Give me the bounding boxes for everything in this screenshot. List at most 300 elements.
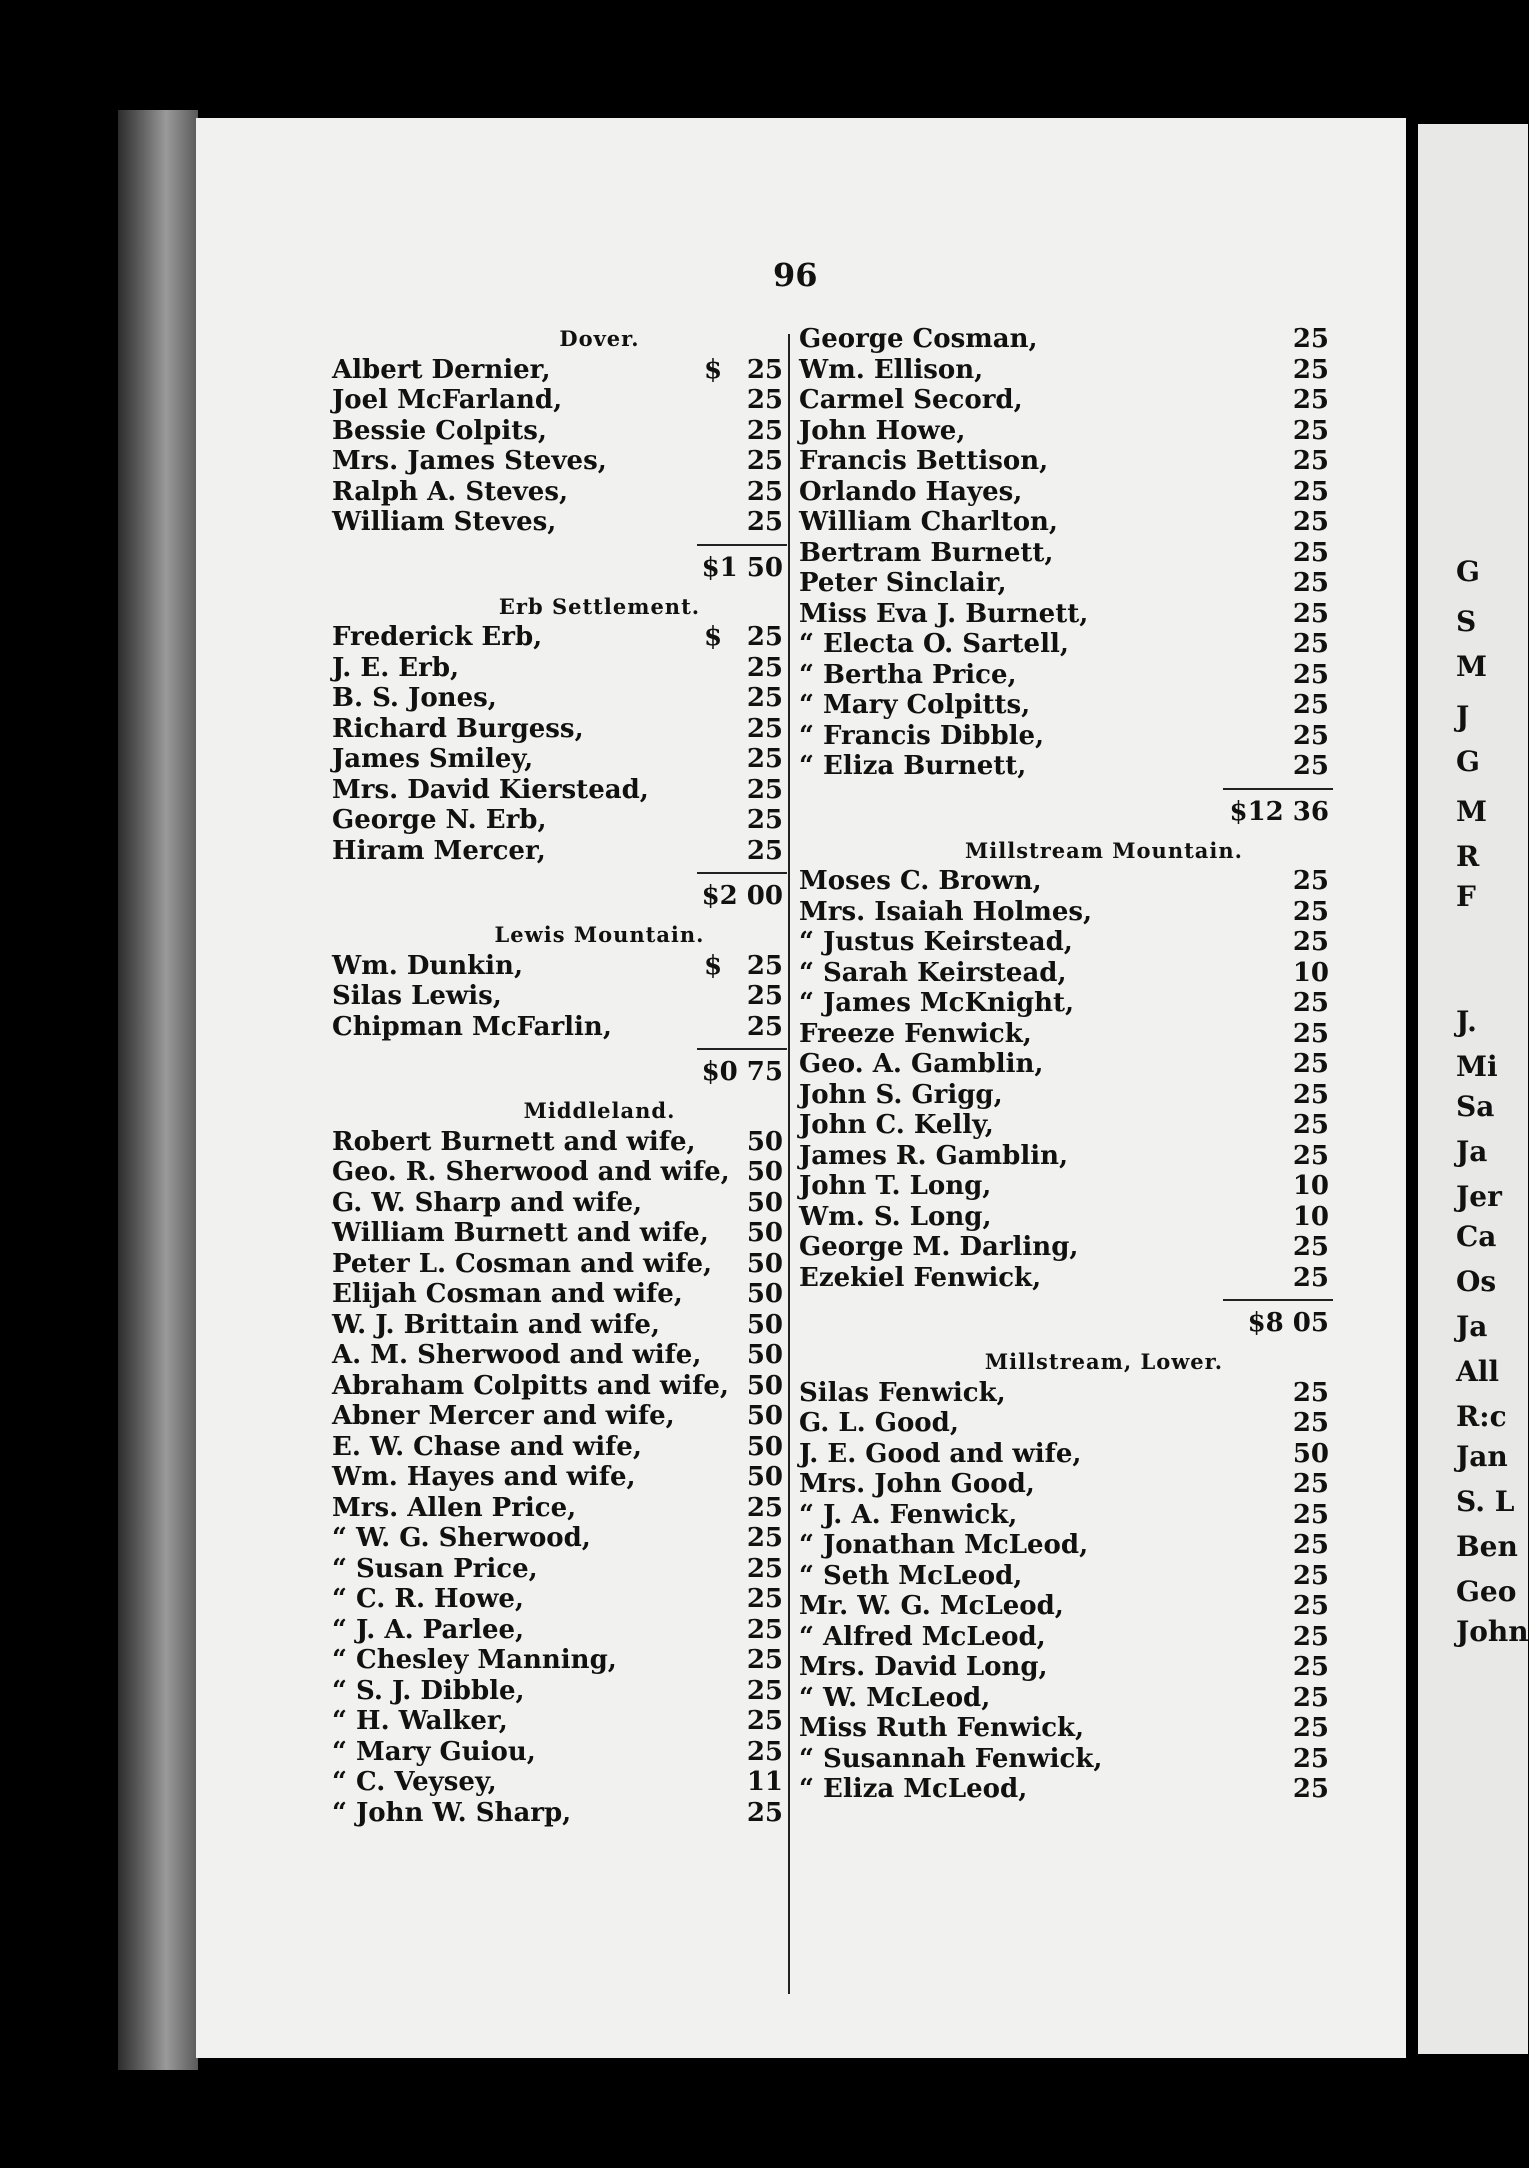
facing-page-fragment: All bbox=[1456, 1355, 1499, 1388]
subscriber-row bbox=[332, 775, 787, 806]
subscriber-row bbox=[332, 1310, 787, 1341]
subscriber-row bbox=[332, 477, 787, 508]
subscription-amount: 50 bbox=[746, 1401, 783, 1431]
subscriber-name: J. E. Erb, bbox=[332, 652, 460, 683]
facing-page-fragment: F bbox=[1456, 880, 1476, 913]
section-heading: Lewis Mountain. bbox=[494, 922, 705, 947]
subscriber-row bbox=[332, 1371, 787, 1402]
subscriber-name: Mrs. Isaiah Holmes, bbox=[799, 896, 1093, 927]
subscriber-row bbox=[799, 355, 1379, 386]
facing-page-fragment: Ja bbox=[1456, 1135, 1488, 1168]
subscription-amount: 25 bbox=[1292, 1560, 1329, 1591]
subscriber-name: George Cosman, bbox=[799, 324, 1038, 354]
subscription-amount: 25 bbox=[1292, 1408, 1329, 1438]
subscriber-row bbox=[799, 751, 1379, 782]
subscription-amount: 10 bbox=[1292, 1201, 1329, 1232]
facing-page-fragment: G bbox=[1456, 745, 1480, 778]
subscriber-row bbox=[332, 1249, 787, 1280]
subscription-amount: 25 bbox=[746, 354, 783, 385]
subscription-amount: 25 bbox=[746, 1584, 783, 1614]
subscriber-name: “ Francis Dibble, bbox=[799, 720, 1045, 751]
subscriber-name: “ James McKnight, bbox=[799, 988, 1075, 1018]
subscription-amount: 25 bbox=[746, 622, 783, 652]
subscriber-row bbox=[799, 1530, 1379, 1561]
subscription-amount: 25 bbox=[746, 652, 783, 683]
facing-page-fragment: Ca bbox=[1456, 1220, 1497, 1253]
subscriber-name: “ Seth McLeod, bbox=[799, 1560, 1023, 1591]
subscription-amount: 25 bbox=[1292, 720, 1329, 751]
facing-page-fragment: M bbox=[1456, 795, 1487, 828]
subscriber-name: John Howe, bbox=[799, 415, 966, 446]
subscription-amount: 25 bbox=[746, 744, 783, 774]
subscription-amount: 25 bbox=[746, 950, 783, 981]
subscription-amount: 25 bbox=[1292, 446, 1329, 476]
subscriber-name: Joel McFarland, bbox=[332, 385, 563, 415]
subscriber-row bbox=[799, 958, 1379, 989]
subscriber-name: “ H. Walker, bbox=[332, 1706, 508, 1736]
facing-page-fragment: G bbox=[1456, 555, 1480, 588]
subscription-amount: 50 bbox=[746, 1187, 783, 1218]
subscription-amount: 10 bbox=[1292, 1171, 1329, 1201]
right-column bbox=[799, 324, 1379, 1805]
section-heading: Dover. bbox=[559, 326, 640, 351]
facing-page-fragment: Sa bbox=[1456, 1090, 1495, 1123]
subscription-amount: 25 bbox=[746, 507, 783, 537]
facing-page-fragment: M bbox=[1456, 650, 1487, 683]
subscriber-row bbox=[332, 1127, 787, 1158]
subscriber-name: “ Bertha Price, bbox=[799, 659, 1017, 690]
subscriber-row bbox=[799, 1232, 1379, 1263]
subscriber-row bbox=[799, 1622, 1379, 1653]
subscription-amount: 25 bbox=[1292, 1232, 1329, 1262]
subscription-amount: 25 bbox=[746, 774, 783, 805]
subscriber-name: John S. Grigg, bbox=[799, 1079, 1003, 1110]
subscription-amount: 25 bbox=[1292, 1140, 1329, 1171]
subscriber-name: Silas Lewis, bbox=[332, 981, 502, 1011]
subscriber-row bbox=[332, 714, 787, 745]
subscription-amount: 25 bbox=[746, 385, 783, 415]
subscriber-row bbox=[799, 324, 1379, 355]
subscriber-row bbox=[332, 981, 787, 1012]
subscription-amount: 25 bbox=[746, 1797, 783, 1828]
subscription-amount: 25 bbox=[1292, 476, 1329, 507]
subscriber-name: Abner Mercer and wife, bbox=[332, 1401, 675, 1431]
subscription-amount: 25 bbox=[746, 1553, 783, 1584]
subscription-amount: 25 bbox=[746, 1706, 783, 1736]
total-amount: $2 00 bbox=[701, 881, 783, 911]
subscriber-name: William Burnett and wife, bbox=[332, 1218, 709, 1248]
subscriber-name: Ralph A. Steves, bbox=[332, 476, 569, 507]
subscriber-row bbox=[799, 897, 1379, 928]
subscriber-name: “ Electa O. Sartell, bbox=[799, 629, 1069, 659]
subscriber-row bbox=[332, 1462, 787, 1493]
subscription-amount: 25 bbox=[746, 1523, 783, 1553]
subscriber-name: George N. Erb, bbox=[332, 805, 547, 835]
subscriber-name: Albert Dernier, bbox=[332, 354, 551, 385]
subscriber-name: Mrs. John Good, bbox=[799, 1469, 1035, 1499]
subscriber-name: “ Chesley Manning, bbox=[332, 1645, 617, 1675]
subscriber-name: Carmel Secord, bbox=[799, 385, 1023, 415]
subscription-amount: 25 bbox=[1292, 988, 1329, 1018]
section-total bbox=[332, 866, 787, 920]
subscriber-name: Wm. Hayes and wife, bbox=[332, 1462, 636, 1492]
subscriber-row bbox=[799, 385, 1379, 416]
subscriber-row bbox=[332, 446, 787, 477]
subscription-amount: 25 bbox=[1292, 1591, 1329, 1621]
section-total bbox=[799, 782, 1379, 836]
total-rule bbox=[697, 1048, 787, 1050]
facing-page-fragment: Ben bbox=[1456, 1530, 1518, 1563]
subscription-amount: 25 bbox=[1292, 1079, 1329, 1110]
total-amount: $1 50 bbox=[701, 552, 783, 583]
subscriber-row bbox=[332, 744, 787, 775]
facing-page-fragment: R bbox=[1456, 840, 1480, 873]
subscription-amount: 25 bbox=[1292, 1049, 1329, 1079]
subscriber-name: Peter L. Cosman and wife, bbox=[332, 1248, 713, 1279]
subscription-amount: 50 bbox=[746, 1370, 783, 1401]
subscriber-name: A. M. Sherwood and wife, bbox=[332, 1340, 702, 1370]
subscriber-row bbox=[332, 1615, 787, 1646]
subscription-amount: 50 bbox=[746, 1126, 783, 1157]
subscriber-name: Freeze Fenwick, bbox=[799, 1018, 1032, 1049]
facing-page-fragment: Geo bbox=[1456, 1575, 1517, 1608]
facing-page-fragment: J. bbox=[1456, 1005, 1477, 1038]
total-rule bbox=[1223, 788, 1333, 790]
subscriber-name: Chipman McFarlin, bbox=[332, 1011, 612, 1042]
subscription-amount: 25 bbox=[1292, 1682, 1329, 1713]
subscriber-row bbox=[332, 507, 787, 538]
subscription-amount: 25 bbox=[746, 805, 783, 835]
total-rule bbox=[697, 872, 787, 874]
subscription-amount: 25 bbox=[1292, 1262, 1329, 1293]
subscription-amount: 50 bbox=[746, 1218, 783, 1248]
facing-page-fragment: Jer bbox=[1456, 1180, 1502, 1213]
subscriber-name: Mrs. David Kierstead, bbox=[332, 774, 649, 805]
subscription-amount: 25 bbox=[1292, 690, 1329, 720]
subscriber-name: “ C. R. Howe, bbox=[332, 1584, 524, 1614]
subscription-amount: 25 bbox=[746, 476, 783, 507]
subscriber-name: “ Eliza McLeod, bbox=[799, 1774, 1028, 1804]
subscription-amount: 25 bbox=[1292, 1469, 1329, 1499]
subscriber-name: B. S. Jones, bbox=[332, 683, 497, 713]
subscriber-row bbox=[799, 1080, 1379, 1111]
section-heading: Erb Settlement. bbox=[498, 593, 701, 619]
subscription-amount: 25 bbox=[1292, 1621, 1329, 1652]
subscriber-row bbox=[799, 1439, 1379, 1470]
facing-page-edge bbox=[1418, 124, 1528, 2054]
subscription-amount: 25 bbox=[1292, 598, 1329, 629]
subscriber-row bbox=[332, 385, 787, 416]
subscription-amount: 25 bbox=[746, 1675, 783, 1706]
total-rule bbox=[697, 544, 787, 546]
subscription-amount: 50 bbox=[746, 1462, 783, 1492]
subscriber-row bbox=[799, 1171, 1379, 1202]
total-amount: $0 75 bbox=[701, 1057, 783, 1087]
subscription-amount: 25 bbox=[1292, 1499, 1329, 1530]
subscriber-row bbox=[332, 622, 787, 653]
subscriber-name: “ Jonathan McLeod, bbox=[799, 1530, 1089, 1560]
subscriber-row bbox=[332, 653, 787, 684]
section-total bbox=[332, 1042, 787, 1096]
subscription-amount: 25 bbox=[1292, 866, 1329, 896]
subscriber-name: “ John W. Sharp, bbox=[332, 1797, 572, 1828]
subscription-amount: 25 bbox=[746, 1614, 783, 1645]
subscriber-name: “ Alfred McLeod, bbox=[799, 1621, 1046, 1652]
subscriber-name: Wm. Ellison, bbox=[799, 354, 984, 385]
subscriber-row bbox=[799, 1408, 1379, 1439]
subscriber-row bbox=[799, 1561, 1379, 1592]
subscriber-name: Moses C. Brown, bbox=[799, 866, 1042, 896]
facing-page-fragment: Mi bbox=[1456, 1050, 1498, 1083]
subscriber-name: Elijah Cosman and wife, bbox=[332, 1279, 683, 1309]
subscriber-name: Hiram Mercer, bbox=[332, 835, 546, 866]
facing-page-fragment: Os bbox=[1456, 1265, 1497, 1298]
subscription-amount: 11 bbox=[746, 1767, 783, 1797]
subscription-amount: 25 bbox=[746, 1736, 783, 1767]
subscriber-name: Mr. W. G. McLeod, bbox=[799, 1591, 1064, 1621]
subscriber-name: Miss Eva J. Burnett, bbox=[799, 598, 1089, 629]
subscription-amount: 25 bbox=[1292, 537, 1329, 568]
subscription-amount: 25 bbox=[746, 683, 783, 713]
section-heading: Millstream Mountain. bbox=[965, 837, 1243, 863]
subscriber-name: William Charlton, bbox=[799, 507, 1058, 537]
subscriber-row bbox=[799, 988, 1379, 1019]
subscriber-row bbox=[799, 1019, 1379, 1050]
subscriber-row bbox=[332, 355, 787, 386]
subscription-amount: 50 bbox=[1292, 1438, 1329, 1469]
section-total bbox=[799, 1293, 1379, 1347]
subscription-amount: 25 bbox=[746, 1492, 783, 1523]
subscriber-name: Robert Burnett and wife, bbox=[332, 1126, 696, 1157]
subscriber-row bbox=[799, 1744, 1379, 1775]
subscription-amount: 25 bbox=[1292, 1743, 1329, 1774]
subscriber-row bbox=[799, 721, 1379, 752]
subscription-amount: 50 bbox=[746, 1431, 783, 1462]
subscriber-row bbox=[332, 805, 787, 836]
subscriber-name: “ Mary Colpitts, bbox=[799, 690, 1031, 720]
subscriber-row bbox=[332, 1554, 787, 1585]
subscriber-row bbox=[332, 1012, 787, 1043]
subscriber-row bbox=[332, 836, 787, 867]
subscriber-name: Ezekiel Fenwick, bbox=[799, 1262, 1042, 1293]
subscriber-name: “ J. A. Fenwick, bbox=[799, 1499, 1018, 1530]
subscriber-name: James Smiley, bbox=[332, 744, 534, 774]
subscriber-row bbox=[799, 568, 1379, 599]
subscriber-row bbox=[799, 1713, 1379, 1744]
total-amount: $12 36 bbox=[1229, 796, 1329, 827]
left-column bbox=[332, 324, 787, 1828]
subscriber-row bbox=[332, 1432, 787, 1463]
subscriber-row bbox=[799, 599, 1379, 630]
subscription-amount: 25 bbox=[746, 1011, 783, 1042]
dollar-sign: $ bbox=[704, 622, 723, 652]
subscriber-name: Peter Sinclair, bbox=[799, 568, 1007, 598]
subscriber-name: “ W. McLeod, bbox=[799, 1682, 991, 1713]
subscriber-row bbox=[332, 1737, 787, 1768]
subscription-amount: 25 bbox=[1292, 927, 1329, 957]
subscription-amount: 25 bbox=[1292, 1530, 1329, 1560]
subscriber-name: George M. Darling, bbox=[799, 1232, 1079, 1262]
subscriber-name: Silas Fenwick, bbox=[799, 1377, 1006, 1408]
subscriber-name: “ Susan Price, bbox=[332, 1553, 538, 1584]
subscriber-row bbox=[799, 660, 1379, 691]
subscriber-row bbox=[332, 1645, 787, 1676]
subscriber-name: “ Mary Guiou, bbox=[332, 1736, 536, 1767]
subscription-amount: 25 bbox=[1292, 1652, 1329, 1682]
subscriber-row bbox=[332, 1493, 787, 1524]
page-number: 96 bbox=[773, 256, 818, 294]
subscription-amount: 25 bbox=[746, 415, 783, 446]
subscriber-row bbox=[799, 690, 1379, 721]
subscriber-name: William Steves, bbox=[332, 507, 557, 537]
subscriber-name: Abraham Colpitts and wife, bbox=[332, 1370, 729, 1401]
subscription-amount: 25 bbox=[1292, 659, 1329, 690]
subscriber-row bbox=[799, 1652, 1379, 1683]
subscriber-name: “ S. J. Dibble, bbox=[332, 1675, 525, 1706]
section-total bbox=[332, 538, 787, 592]
subscriber-name: Orlando Hayes, bbox=[799, 476, 1023, 507]
book-spine bbox=[118, 110, 198, 2070]
section-heading: Millstream, Lower. bbox=[984, 1349, 1224, 1374]
subscriber-row bbox=[799, 477, 1379, 508]
subscriber-name: Richard Burgess, bbox=[332, 713, 584, 744]
subscriber-name: “ J. A. Parlee, bbox=[332, 1614, 525, 1645]
subscriber-name: “ Sarah Keirstead, bbox=[799, 957, 1067, 988]
facing-page-fragment: John bbox=[1456, 1615, 1529, 1648]
facing-page-fragment: Jan bbox=[1456, 1440, 1508, 1473]
dollar-sign: $ bbox=[704, 354, 723, 385]
section-heading: Middleland. bbox=[523, 1098, 676, 1123]
subscriber-row bbox=[332, 1188, 787, 1219]
subscriber-row bbox=[799, 1049, 1379, 1080]
subscription-amount: 50 bbox=[746, 1248, 783, 1279]
subscriber-name: Geo. R. Sherwood and wife, bbox=[332, 1157, 730, 1187]
subscriber-name: Wm. Dunkin, bbox=[332, 950, 524, 981]
subscription-amount: 50 bbox=[746, 1340, 783, 1370]
subscriber-row bbox=[332, 683, 787, 714]
subscriber-name: “ Justus Keirstead, bbox=[799, 927, 1073, 957]
subscription-amount: 25 bbox=[1292, 324, 1329, 354]
subscriber-row bbox=[332, 1676, 787, 1707]
subscription-amount: 50 bbox=[746, 1309, 783, 1340]
subscriber-row bbox=[799, 1683, 1379, 1714]
subscription-amount: 25 bbox=[1292, 629, 1329, 659]
subscriber-name: Mrs. Allen Price, bbox=[332, 1492, 577, 1523]
subscriber-row bbox=[332, 1523, 787, 1554]
subscriber-name: W. J. Brittain and wife, bbox=[332, 1309, 660, 1340]
subscriber-row bbox=[799, 1500, 1379, 1531]
subscription-amount: 25 bbox=[1292, 568, 1329, 598]
subscription-amount: 25 bbox=[1292, 1018, 1329, 1049]
subscription-amount: 25 bbox=[1292, 1110, 1329, 1140]
book-page bbox=[196, 118, 1406, 2058]
facing-page-fragment: S bbox=[1456, 605, 1477, 638]
subscriber-name: Bertram Burnett, bbox=[799, 537, 1054, 568]
facing-page-fragment: S. L bbox=[1456, 1485, 1515, 1518]
subscriber-name: Mrs. David Long, bbox=[799, 1652, 1048, 1682]
subscriber-row bbox=[799, 1202, 1379, 1233]
subscriber-name: “ Susannah Fenwick, bbox=[799, 1743, 1103, 1774]
subscriber-row bbox=[332, 1218, 787, 1249]
subscriber-name: “ C. Veysey, bbox=[332, 1767, 497, 1797]
subscription-amount: 25 bbox=[1292, 415, 1329, 446]
subscriber-name: J. E. Good and wife, bbox=[799, 1438, 1082, 1469]
subscriber-row bbox=[332, 1279, 787, 1310]
subscriber-name: Miss Ruth Fenwick, bbox=[799, 1713, 1085, 1743]
subscriber-row bbox=[799, 1469, 1379, 1500]
subscriber-name: Bessie Colpits, bbox=[332, 415, 547, 446]
subscriber-name: Geo. A. Gamblin, bbox=[799, 1049, 1044, 1079]
subscriber-row bbox=[799, 866, 1379, 897]
total-amount: $8 05 bbox=[1247, 1308, 1329, 1338]
subscriber-row bbox=[332, 416, 787, 447]
subscriber-row bbox=[799, 507, 1379, 538]
subscriber-name: “ Eliza Burnett, bbox=[799, 751, 1027, 781]
subscription-amount: 25 bbox=[1292, 751, 1329, 781]
subscriber-name: John T. Long, bbox=[799, 1171, 992, 1201]
facing-page-fragment: R:c bbox=[1456, 1400, 1507, 1433]
subscriber-name: Mrs. James Steves, bbox=[332, 446, 607, 476]
subscription-amount: 50 bbox=[746, 1279, 783, 1309]
subscriber-row bbox=[332, 1767, 787, 1798]
subscription-amount: 25 bbox=[1292, 896, 1329, 927]
subscription-amount: 10 bbox=[1292, 957, 1329, 988]
subscriber-row bbox=[799, 416, 1379, 447]
total-rule bbox=[1223, 1299, 1333, 1301]
subscription-amount: 25 bbox=[746, 1645, 783, 1675]
subscriber-name: E. W. Chase and wife, bbox=[332, 1431, 642, 1462]
subscriber-name: Francis Bettison, bbox=[799, 446, 1049, 476]
subscriber-row bbox=[799, 1110, 1379, 1141]
subscription-amount: 25 bbox=[1292, 385, 1329, 415]
subscription-amount: 25 bbox=[746, 835, 783, 866]
subscription-amount: 25 bbox=[1292, 507, 1329, 537]
subscriber-name: Wm. S. Long, bbox=[799, 1201, 992, 1232]
subscription-amount: 25 bbox=[1292, 1713, 1329, 1743]
subscriber-name: Frederick Erb, bbox=[332, 622, 543, 652]
subscriber-row bbox=[799, 927, 1379, 958]
dollar-sign: $ bbox=[704, 950, 723, 981]
subscriber-row bbox=[332, 1798, 787, 1829]
subscriber-name: John C. Kelly, bbox=[799, 1110, 994, 1140]
subscriber-row bbox=[332, 1340, 787, 1371]
subscriber-name: G. L. Good, bbox=[799, 1408, 959, 1438]
subscriber-row bbox=[332, 1706, 787, 1737]
subscriber-row bbox=[799, 1141, 1379, 1172]
subscriber-name: James R. Gamblin, bbox=[799, 1140, 1069, 1171]
subscriber-row bbox=[332, 951, 787, 982]
subscription-amount: 25 bbox=[1292, 1377, 1329, 1408]
subscriber-row bbox=[332, 1157, 787, 1188]
subscriber-name: G. W. Sharp and wife, bbox=[332, 1187, 643, 1218]
subscriber-row bbox=[799, 1378, 1379, 1409]
subscription-amount: 25 bbox=[746, 446, 783, 476]
subscriber-row bbox=[799, 538, 1379, 569]
subscription-amount: 25 bbox=[1292, 354, 1329, 385]
subscriber-row bbox=[332, 1584, 787, 1615]
subscriber-row bbox=[799, 446, 1379, 477]
subscription-amount: 50 bbox=[746, 1157, 783, 1187]
subscriber-row bbox=[799, 1591, 1379, 1622]
subscription-amount: 25 bbox=[746, 981, 783, 1011]
subscription-amount: 25 bbox=[1292, 1774, 1329, 1804]
subscriber-row bbox=[332, 1401, 787, 1432]
subscription-amount: 25 bbox=[746, 713, 783, 744]
subscriber-row bbox=[799, 1774, 1379, 1805]
subscriber-row bbox=[799, 1263, 1379, 1294]
facing-page-fragment: Ja bbox=[1456, 1310, 1488, 1343]
column-divider bbox=[788, 334, 790, 1994]
